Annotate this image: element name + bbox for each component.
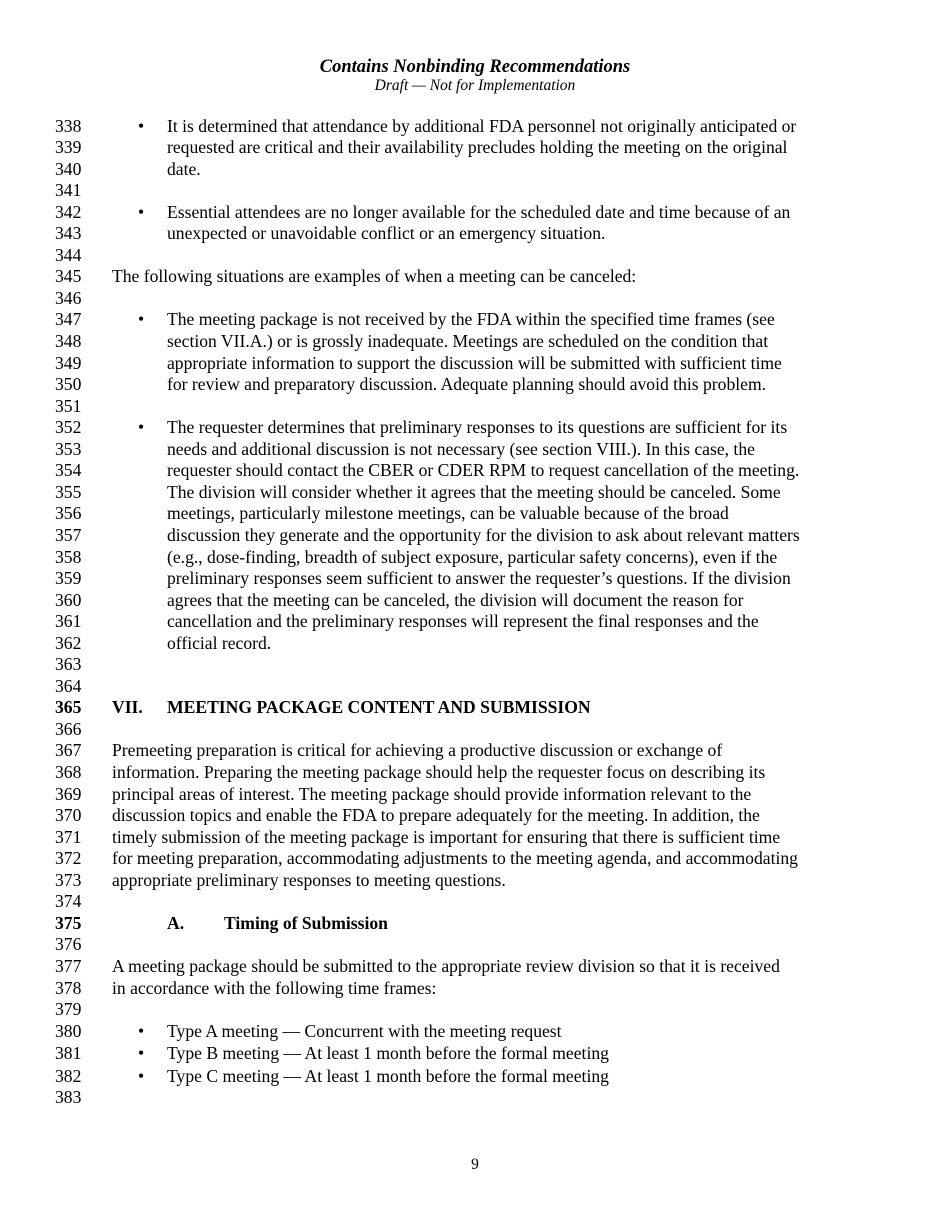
line-number: 340	[55, 158, 82, 179]
line-number: 363	[55, 654, 82, 675]
line-number: 373	[55, 869, 82, 890]
line-text: A meeting package should be submitted to the appropriate review division so that it is received	[112, 955, 780, 976]
line-357	[0, 525, 950, 547]
line-371	[0, 827, 950, 849]
line-347	[0, 309, 950, 331]
section-heading	[0, 697, 950, 719]
line-345	[0, 266, 950, 288]
line-number: 348	[55, 331, 82, 351]
line-346	[0, 288, 950, 310]
line-text: unexpected or unavoidable conflict or an emergency situation.	[167, 223, 606, 244]
line-349	[0, 353, 950, 375]
line-number: 382	[55, 1065, 82, 1086]
line-text: Premeeting preparation is critical for achieving a productive discussion or exchange of	[112, 740, 723, 761]
line-number: 375	[55, 912, 82, 933]
running-header-title: Contains Nonbinding Recommendations	[319, 57, 631, 77]
line-text: appropriate preliminary responses to meeting questions.	[112, 869, 506, 890]
bullet-icon: •	[138, 115, 145, 136]
line-text: agrees that the meeting can be canceled, the division will document the reason for	[167, 589, 744, 610]
line-number: 371	[55, 826, 82, 847]
line-360	[0, 590, 950, 612]
line-number: 370	[55, 805, 82, 826]
line-340	[0, 159, 950, 181]
bullet-icon: •	[138, 1043, 145, 1064]
subsection-heading	[0, 913, 950, 935]
line-358	[0, 547, 950, 569]
line-text: official record.	[167, 632, 272, 653]
line-number: 350	[55, 374, 82, 395]
line-382	[0, 1066, 950, 1088]
line-353	[0, 439, 950, 461]
line-number: 344	[55, 244, 82, 265]
line-number: 366	[55, 718, 82, 739]
line-341	[0, 180, 950, 202]
line-text: needs and additional discussion is not necessary (see section VIII.). In this case, the	[167, 438, 755, 459]
line-339	[0, 137, 950, 159]
line-number: 378	[55, 977, 82, 998]
line-text: (e.g., dose-finding, breadth of subject exposure, particular safety concerns), even if the	[167, 546, 778, 567]
line-362	[0, 633, 950, 655]
line-366	[0, 719, 950, 741]
page-number: 9	[471, 1156, 479, 1173]
line-338	[0, 116, 950, 138]
line-number: 380	[55, 1020, 82, 1041]
line-368	[0, 762, 950, 784]
line-text: discussion they generate and the opportunity for the division to ask about relevant matters	[167, 524, 800, 545]
bullet-icon: •	[138, 201, 145, 222]
heading-text: MEETING PACKAGE CONTENT AND SUBMISSION	[167, 697, 591, 718]
line-text: Type C meeting — At least 1 month before the formal meeting	[167, 1065, 609, 1086]
line-number: 346	[55, 287, 82, 308]
line-number: 377	[55, 955, 82, 976]
line-number: 342	[55, 201, 82, 222]
heading-text: Timing of Submission	[224, 912, 388, 933]
line-355	[0, 482, 950, 504]
line-text: requested are critical and their availability precludes holding the meeting on the original	[167, 137, 788, 158]
line-380	[0, 1021, 950, 1043]
line-number: 364	[55, 675, 82, 696]
line-number: 358	[55, 546, 82, 567]
line-356	[0, 503, 950, 525]
running-header-subtitle: Draft — Not for Implementation	[374, 77, 576, 94]
line-number: 341	[55, 180, 82, 201]
line-number: 351	[55, 395, 82, 416]
line-number: 345	[55, 266, 82, 287]
line-text: in accordance with the following time frames:	[112, 977, 437, 998]
line-number: 353	[55, 438, 82, 459]
line-text: preliminary responses seem sufficient to answer the requester’s questions. If the division	[167, 568, 791, 589]
line-text: Type B meeting — At least 1 month before the formal meeting	[167, 1043, 609, 1064]
line-number: 369	[55, 783, 82, 804]
heading-number: VII.	[112, 697, 143, 718]
line-369	[0, 784, 950, 806]
line-350	[0, 374, 950, 396]
heading-number: A.	[167, 912, 185, 933]
line-number: 374	[55, 891, 82, 912]
line-text: It is determined that attendance by additional FDA personnel not originally anticipated or	[167, 115, 797, 136]
line-number: 360	[55, 589, 82, 610]
line-number: 354	[55, 460, 82, 481]
line-number: 381	[55, 1043, 82, 1064]
bullet-icon: •	[138, 1065, 145, 1086]
line-text: Type A meeting — Concurrent with the meeting request	[167, 1020, 562, 1041]
line-351	[0, 396, 950, 418]
line-number: 352	[55, 417, 82, 438]
line-352	[0, 417, 950, 439]
line-number: 356	[55, 503, 82, 524]
line-383	[0, 1087, 950, 1109]
line-text: cancellation and the preliminary responses will represent the final responses and the	[167, 611, 759, 632]
line-text: The meeting package is not received by the FDA within the specified time frames (see	[167, 309, 775, 330]
line-text: timely submission of the meeting package is important for ensuring that there is sufficient time	[112, 826, 781, 847]
line-text: section VII.A.) or is grossly inadequate. Meetings are scheduled on the condition that	[167, 331, 769, 351]
line-number: 349	[55, 352, 82, 373]
line-377	[0, 956, 950, 978]
line-number: 383	[55, 1087, 82, 1108]
line-text: date.	[167, 158, 201, 179]
bullet-icon: •	[138, 417, 145, 438]
line-number: 367	[55, 740, 82, 761]
line-number: 359	[55, 568, 82, 589]
line-text: requester should contact the CBER or CDER RPM to request cancellation of the meeting.	[167, 460, 800, 481]
line-text: principal areas of interest. The meeting package should provide information relevant to the	[112, 783, 752, 804]
line-text: meetings, particularly milestone meetings, can be valuable because of the broad	[167, 503, 729, 524]
line-number: 379	[55, 999, 82, 1020]
line-number: 357	[55, 524, 82, 545]
line-number: 365	[55, 697, 82, 718]
line-370	[0, 805, 950, 827]
line-361	[0, 611, 950, 633]
line-381	[0, 1043, 950, 1065]
bullet-icon: •	[138, 1020, 145, 1041]
line-367	[0, 740, 950, 762]
line-number: 338	[55, 115, 82, 136]
line-376	[0, 934, 950, 956]
bullet-icon: •	[138, 309, 145, 330]
line-372	[0, 848, 950, 870]
line-number: 339	[55, 137, 82, 158]
line-363	[0, 654, 950, 676]
line-text: appropriate information to support the discussion will be submitted with sufficient time	[167, 352, 782, 373]
line-379	[0, 999, 950, 1021]
line-text: for meeting preparation, accommodating adjustments to the meeting agenda, and accommodating	[112, 848, 798, 869]
line-354	[0, 460, 950, 482]
line-373	[0, 870, 950, 892]
line-374	[0, 891, 950, 913]
line-364	[0, 676, 950, 698]
line-number: 368	[55, 762, 82, 782]
line-text: information. Preparing the meeting package should help the requester focus on describing its	[112, 762, 766, 782]
line-text: The following situations are examples of when a meeting can be canceled:	[112, 266, 637, 287]
line-number: 347	[55, 309, 82, 330]
line-359	[0, 568, 950, 590]
line-number: 355	[55, 481, 82, 502]
line-344	[0, 245, 950, 267]
line-text: discussion topics and enable the FDA to prepare adequately for the meeting. In addition, the	[112, 805, 760, 826]
line-number: 361	[55, 611, 82, 632]
line-text: for review and preparatory discussion. Adequate planning should avoid this problem.	[167, 374, 767, 395]
line-text: The division will consider whether it agrees that the meeting should be canceled. Some	[167, 481, 781, 502]
line-number: 372	[55, 848, 82, 869]
line-number: 343	[55, 223, 82, 244]
line-number: 376	[55, 934, 82, 955]
line-348	[0, 331, 950, 353]
line-343	[0, 223, 950, 245]
line-342	[0, 202, 950, 224]
line-text: Essential attendees are no longer available for the scheduled date and time because of an	[167, 201, 791, 222]
line-text: The requester determines that preliminary responses to its questions are sufficient for its	[167, 417, 788, 438]
line-378	[0, 978, 950, 1000]
line-number: 362	[55, 632, 82, 653]
